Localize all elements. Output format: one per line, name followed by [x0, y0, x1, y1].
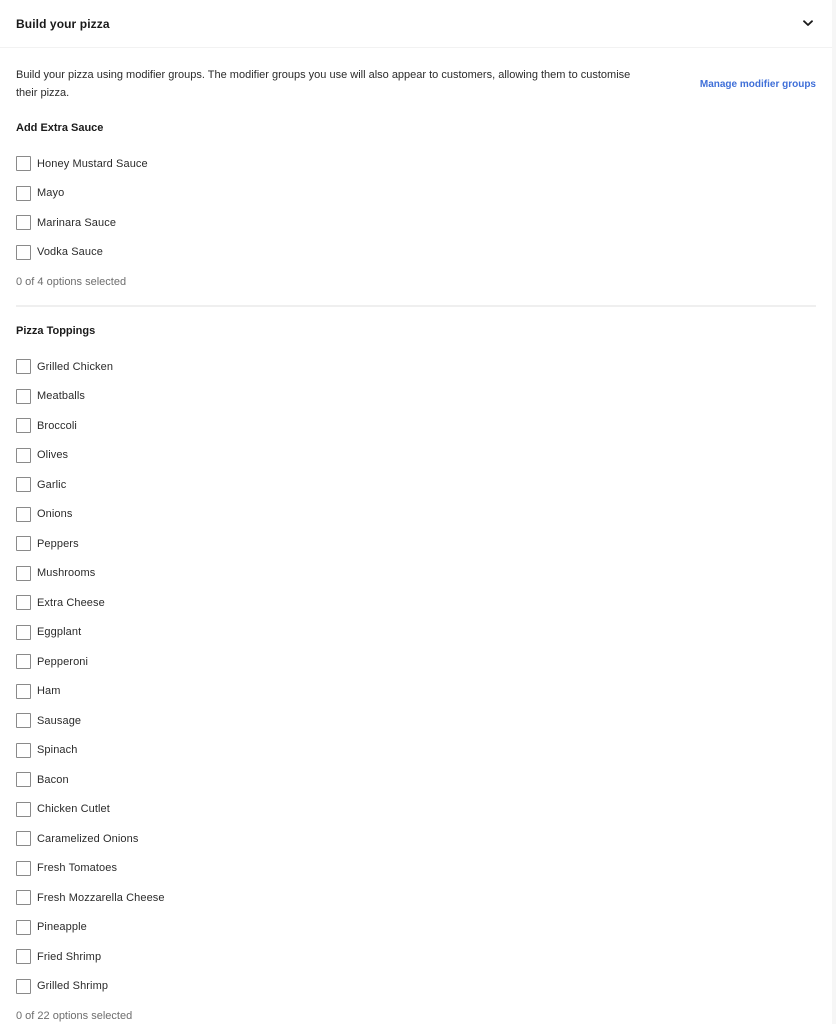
checkbox[interactable] [16, 156, 31, 171]
option-honey-mustard-sauce[interactable] [16, 149, 816, 179]
option-label: Mushrooms [37, 567, 96, 580]
option-pepperoni[interactable] [16, 647, 816, 677]
checkbox[interactable] [16, 245, 31, 260]
checkbox[interactable] [16, 448, 31, 463]
option-eggplant[interactable] [16, 618, 816, 648]
checkbox[interactable] [16, 802, 31, 817]
group-title: Add Extra Sauce [16, 122, 104, 134]
modifier-group-extra-sauce [16, 119, 816, 292]
selection-count: 0 of 4 options selected [16, 276, 127, 288]
checkbox[interactable] [16, 772, 31, 787]
section-body [0, 48, 832, 1024]
checkbox[interactable] [16, 743, 31, 758]
option-label: Chicken Cutlet [37, 803, 110, 816]
checkbox[interactable] [16, 507, 31, 522]
checkbox[interactable] [16, 418, 31, 433]
option-sausage[interactable] [16, 706, 816, 736]
option-marinara-sauce[interactable] [16, 208, 816, 238]
checkbox[interactable] [16, 389, 31, 404]
option-label: Extra Cheese [37, 596, 105, 609]
checkbox[interactable] [16, 215, 31, 230]
option-label: Mayo [37, 187, 65, 200]
option-mayo[interactable] [16, 179, 816, 209]
option-label: Marinara Sauce [37, 216, 117, 229]
option-label: Grilled Shrimp [37, 980, 109, 993]
selection-count: 0 of 22 options selected [16, 1010, 133, 1022]
option-label: Pineapple [37, 921, 87, 934]
modifier-group-pizza-toppings [16, 322, 816, 1024]
option-label: Broccoli [37, 419, 77, 432]
option-ham[interactable] [16, 677, 816, 707]
scrollbar-track[interactable] [832, 0, 836, 1024]
option-label: Ham [37, 685, 61, 698]
option-label: Bacon [37, 773, 69, 786]
option-vodka-sauce[interactable] [16, 238, 816, 268]
option-fresh-mozzarella-cheese[interactable] [16, 883, 816, 913]
checkbox[interactable] [16, 359, 31, 374]
option-label: Grilled Chicken [37, 360, 114, 373]
option-label: Honey Mustard Sauce [37, 157, 148, 170]
option-label: Peppers [37, 537, 79, 550]
option-label: Vodka Sauce [37, 246, 103, 259]
option-mushrooms[interactable] [16, 559, 816, 589]
option-bacon[interactable] [16, 765, 816, 795]
option-pineapple[interactable] [16, 913, 816, 943]
section-header-toggle[interactable] [0, 0, 832, 48]
option-caramelized-onions[interactable] [16, 824, 816, 854]
checkbox[interactable] [16, 536, 31, 551]
option-label: Sausage [37, 714, 82, 727]
checkbox[interactable] [16, 595, 31, 610]
checkbox[interactable] [16, 684, 31, 699]
checkbox[interactable] [16, 625, 31, 640]
option-fresh-tomatoes[interactable] [16, 854, 816, 884]
checkbox[interactable] [16, 831, 31, 846]
option-grilled-shrimp[interactable] [16, 972, 816, 1002]
checkbox[interactable] [16, 566, 31, 581]
checkbox[interactable] [16, 477, 31, 492]
chevron-down-icon[interactable] [802, 18, 814, 30]
option-extra-cheese[interactable] [16, 588, 816, 618]
option-label: Onions [37, 508, 73, 521]
option-label: Spinach [37, 744, 78, 757]
option-list [16, 352, 816, 1001]
option-label: Caramelized Onions [37, 832, 139, 845]
option-label: Garlic [37, 478, 67, 491]
option-label: Fried Shrimp [37, 950, 102, 963]
option-label: Olives [37, 449, 69, 462]
option-fried-shrimp[interactable] [16, 942, 816, 972]
option-onions[interactable] [16, 500, 816, 530]
option-broccoli[interactable] [16, 411, 816, 441]
checkbox[interactable] [16, 861, 31, 876]
option-meatballs[interactable] [16, 382, 816, 412]
checkbox[interactable] [16, 949, 31, 964]
option-chicken-cutlet[interactable] [16, 795, 816, 825]
option-label: Fresh Mozzarella Cheese [37, 891, 165, 904]
option-grilled-chicken[interactable] [16, 352, 816, 382]
group-title: Pizza Toppings [16, 325, 96, 337]
option-label: Pepperoni [37, 655, 89, 668]
section-title: Build your pizza [16, 16, 110, 31]
checkbox[interactable] [16, 920, 31, 935]
option-label: Fresh Tomatoes [37, 862, 118, 875]
checkbox[interactable] [16, 713, 31, 728]
option-list [16, 149, 816, 267]
section-description: Build your pizza using modifier groups. The modifier groups you use will also appear to customers, allowing them to customise their pizza. [16, 69, 631, 99]
option-garlic[interactable] [16, 470, 816, 500]
option-peppers[interactable] [16, 529, 816, 559]
option-spinach[interactable] [16, 736, 816, 766]
checkbox[interactable] [16, 186, 31, 201]
option-label: Eggplant [37, 626, 82, 639]
option-olives[interactable] [16, 441, 816, 471]
group-divider [16, 305, 816, 307]
description-row [16, 48, 816, 102]
option-label: Meatballs [37, 390, 85, 403]
checkbox[interactable] [16, 890, 31, 905]
checkbox[interactable] [16, 979, 31, 994]
manage-modifier-groups-link[interactable]: Manage modifier groups [699, 78, 816, 90]
checkbox[interactable] [16, 654, 31, 669]
